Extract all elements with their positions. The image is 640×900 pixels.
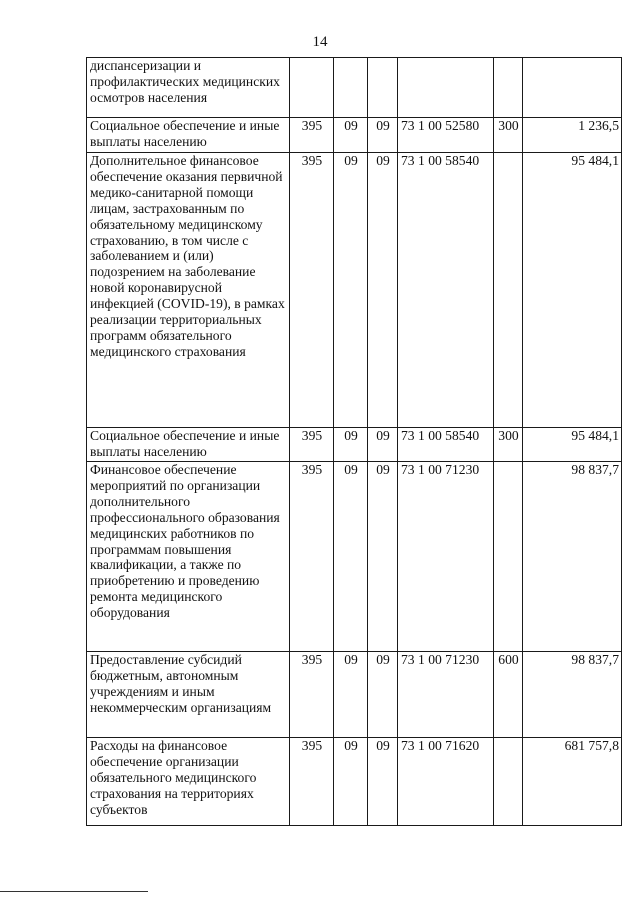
section-code: 09	[334, 153, 368, 428]
expense-type-code: 300	[494, 118, 523, 153]
target-article-code: 73 1 00 71230	[398, 652, 494, 738]
item-name: диспансеризации и профилактических медицинских осмотров населения	[87, 58, 290, 118]
amount: 1 236,5	[523, 118, 622, 153]
target-article-code: 73 1 00 52580	[398, 118, 494, 153]
department-code: 395	[290, 652, 334, 738]
target-article-code: 73 1 00 58540	[398, 428, 494, 462]
target-article-code: 73 1 00 71230	[398, 462, 494, 652]
target-article-code: 73 1 00 71620	[398, 738, 494, 826]
item-name: Социальное обеспечение и иные выплаты населению	[87, 118, 290, 153]
expense-type-code: 300	[494, 428, 523, 462]
amount: 98 837,7	[523, 652, 622, 738]
section-code: 09	[334, 738, 368, 826]
table-row	[87, 428, 622, 462]
target-article-code	[398, 58, 494, 118]
page-number: 14	[312, 34, 328, 50]
expense-type-code: 600	[494, 652, 523, 738]
section-code: 09	[334, 462, 368, 652]
department-code	[290, 58, 334, 118]
item-name: Предоставление субсидий бюджетным, автономным учреждениям и иным некоммерческим организациям	[87, 652, 290, 738]
expense-type-code	[494, 738, 523, 826]
budget-table	[86, 57, 622, 826]
department-code: 395	[290, 462, 334, 652]
department-code: 395	[290, 738, 334, 826]
amount	[523, 58, 622, 118]
item-name: Дополнительное финансовое обеспечение оказания первичной медико-санитарной помощи лицам, застрахованным по обязательному медицинскому страхованию, в том числе с заболеванием и (или) подозрением на заболевание новой коронавирусной инфекцией (COVID-19), в рамках реализации территориальных программ обязательного медицинского страхования	[87, 153, 290, 428]
subsection-code: 09	[368, 462, 398, 652]
table-row	[87, 58, 622, 118]
expense-type-code	[494, 153, 523, 428]
amount: 95 484,1	[523, 153, 622, 428]
subsection-code: 09	[368, 428, 398, 462]
item-name: Социальное обеспечение и иные выплаты населению	[87, 428, 290, 462]
subsection-code: 09	[368, 153, 398, 428]
footer-rule	[0, 891, 148, 892]
department-code: 395	[290, 153, 334, 428]
table-row	[87, 652, 622, 738]
table-row	[87, 462, 622, 652]
amount: 98 837,7	[523, 462, 622, 652]
subsection-code	[368, 58, 398, 118]
section-code: 09	[334, 118, 368, 153]
table-row	[87, 738, 622, 826]
table-row	[87, 118, 622, 153]
expense-type-code	[494, 462, 523, 652]
department-code: 395	[290, 118, 334, 153]
section-code: 09	[334, 428, 368, 462]
item-name: Расходы на финансовое обеспечение организации обязательного медицинского страхования на территориях субъектов	[87, 738, 290, 826]
item-name: Финансовое обеспечение мероприятий по организации дополнительного профессионального образования медицинских работников по программам повышения квалификации, а также по приобретению и проведению ремонта медицинского оборудования	[87, 462, 290, 652]
table-row	[87, 153, 622, 428]
subsection-code: 09	[368, 118, 398, 153]
amount: 95 484,1	[523, 428, 622, 462]
subsection-code: 09	[368, 738, 398, 826]
expense-type-code	[494, 58, 523, 118]
target-article-code: 73 1 00 58540	[398, 153, 494, 428]
department-code: 395	[290, 428, 334, 462]
section-code	[334, 58, 368, 118]
subsection-code: 09	[368, 652, 398, 738]
section-code: 09	[334, 652, 368, 738]
amount: 681 757,8	[523, 738, 622, 826]
